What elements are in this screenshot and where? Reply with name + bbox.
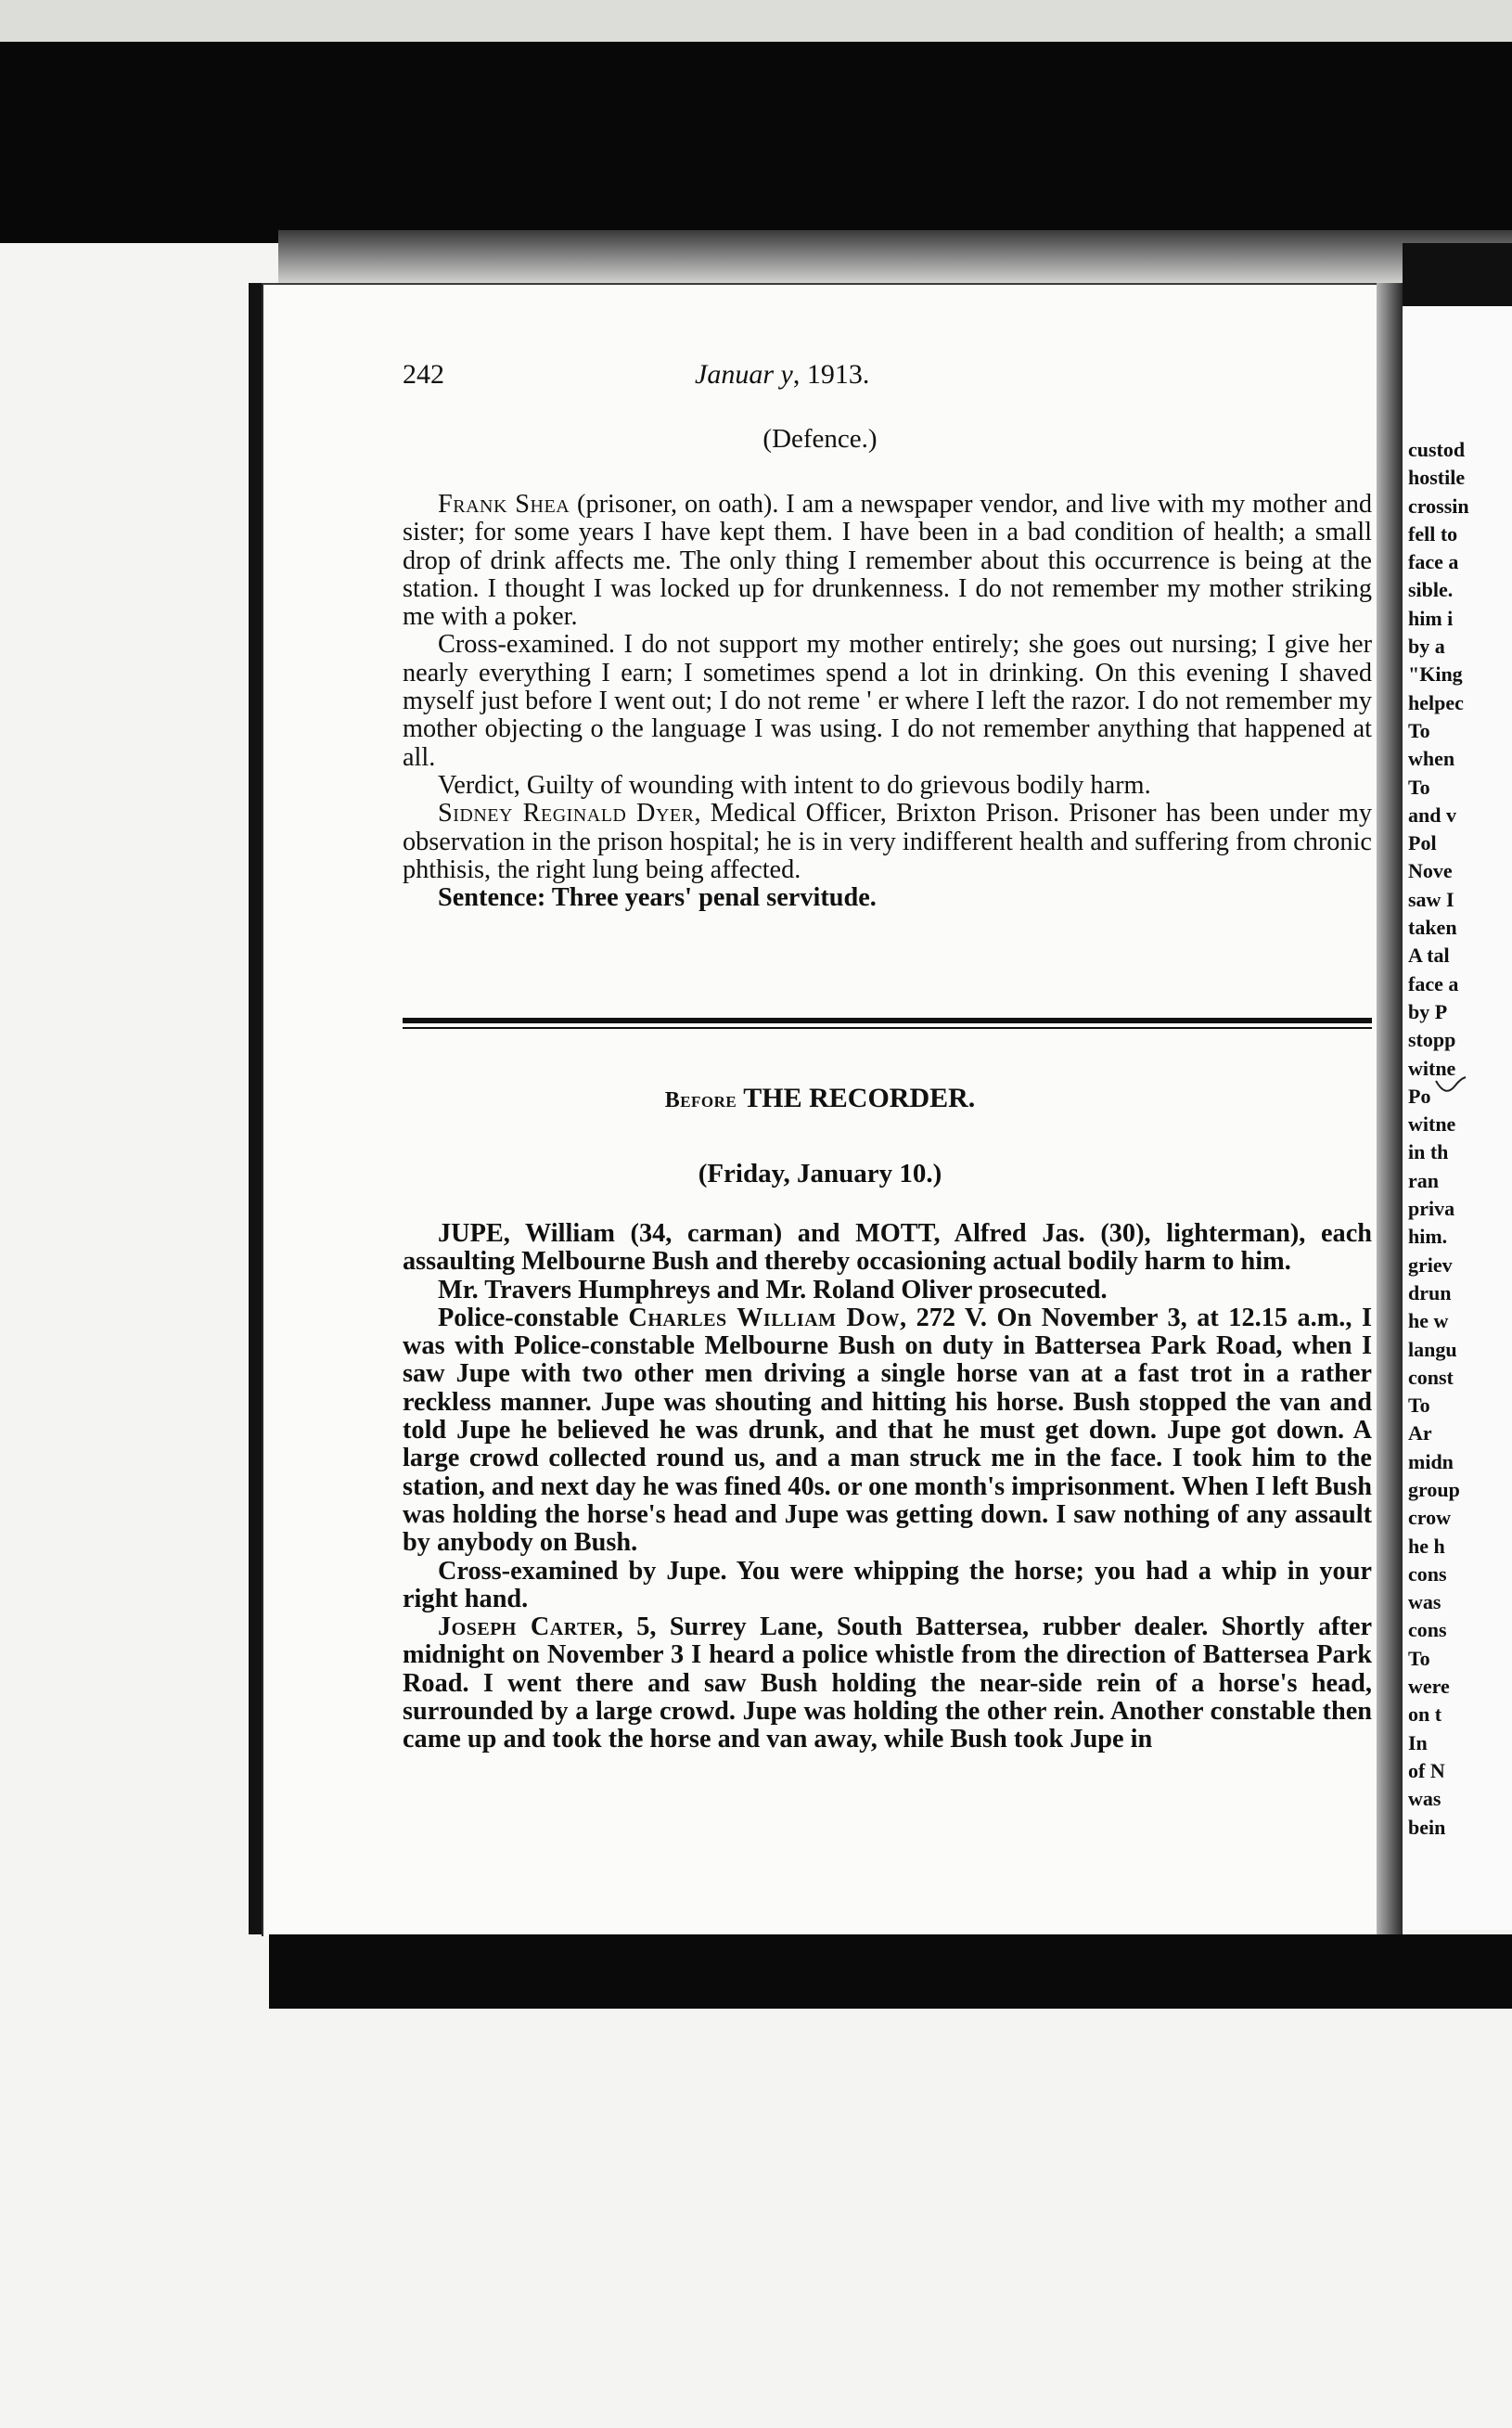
next-page-line: witne bbox=[1408, 1056, 1456, 1080]
next-page-column bbox=[1408, 436, 1512, 1842]
next-page-line: him. bbox=[1408, 1225, 1448, 1249]
ink-mark-icon bbox=[1432, 1073, 1469, 1101]
next-page-line: crow bbox=[1408, 1506, 1452, 1530]
right-dark-band bbox=[1403, 243, 1512, 308]
next-page-line: by P bbox=[1408, 999, 1448, 1023]
next-page-line: saw I bbox=[1408, 887, 1454, 911]
next-page-line: stopp bbox=[1408, 1028, 1456, 1052]
running-head bbox=[695, 359, 869, 391]
section-rule-thick bbox=[403, 1018, 1372, 1023]
paragraph-text: , Medical Officer, Brixton Prison. Prisoner has been under my observation in the prison hospital; he is in very indifferent health and suffering from chronic phthisis, the right lung being affected. bbox=[403, 799, 1372, 884]
next-page-line: helpec bbox=[1408, 690, 1464, 714]
next-page-line: face a bbox=[1408, 971, 1459, 996]
running-head-month: Januar y bbox=[695, 359, 793, 390]
next-page-line: drun bbox=[1408, 1280, 1452, 1304]
bottom-dark-band bbox=[269, 1934, 1512, 2009]
page-gutter-shadow bbox=[1375, 283, 1403, 1934]
next-page-line: he w bbox=[1408, 1309, 1449, 1333]
running-head-year: , 1913. bbox=[792, 359, 870, 390]
next-page-line: Pol bbox=[1408, 831, 1437, 855]
next-page-fragment bbox=[1403, 306, 1512, 1930]
next-page-line: midn bbox=[1408, 1449, 1454, 1473]
next-page-line: Nove bbox=[1408, 859, 1453, 883]
top-light-strip bbox=[0, 0, 1512, 42]
next-page-line: Po bbox=[1408, 1084, 1431, 1108]
court-heading bbox=[263, 1083, 1377, 1114]
defence-testimony bbox=[403, 491, 1372, 912]
witness-name: Sidney Reginald Dyer bbox=[438, 799, 695, 829]
next-page-line: "King bbox=[1408, 662, 1463, 687]
next-page-line: Ar bbox=[1408, 1421, 1432, 1445]
next-page-line: was bbox=[1408, 1590, 1442, 1614]
paragraph bbox=[403, 800, 1372, 884]
next-page-line: To bbox=[1408, 1646, 1430, 1670]
next-page-line: witne bbox=[1408, 1112, 1456, 1137]
witness-name: Frank Shea bbox=[438, 490, 570, 519]
witness-name: Charles William Dow bbox=[628, 1303, 900, 1332]
next-page-line: To bbox=[1408, 775, 1430, 799]
next-page-line: and v bbox=[1408, 803, 1456, 827]
case-testimony bbox=[403, 1220, 1372, 1754]
next-page-line: face a bbox=[1408, 550, 1459, 574]
paragraph bbox=[403, 1613, 1372, 1754]
next-page-line: cons bbox=[1408, 1618, 1447, 1642]
page-header bbox=[403, 359, 1284, 396]
sentence: Sentence: Three years' penal servitude. bbox=[438, 883, 877, 913]
next-page-line: on t bbox=[1408, 1702, 1442, 1727]
paragraph bbox=[403, 1304, 1372, 1558]
next-page-line: custod bbox=[1408, 438, 1466, 461]
next-page-line: In bbox=[1408, 1730, 1428, 1754]
next-page-line: hostile bbox=[1408, 466, 1466, 490]
scan-smear bbox=[278, 230, 1512, 286]
next-page-line: was bbox=[1408, 1787, 1442, 1811]
next-page-line: fell to bbox=[1408, 521, 1458, 546]
counsel: Mr. Travers Humphreys and Mr. Roland Oliver prosecuted. bbox=[438, 1275, 1108, 1304]
book-page bbox=[262, 283, 1377, 1936]
page-number: 242 bbox=[403, 359, 444, 390]
next-page-line: he h bbox=[1408, 1534, 1445, 1558]
paragraph-lead: Police-constable bbox=[438, 1303, 629, 1332]
court-recorder: THE RECORDER. bbox=[743, 1083, 976, 1113]
paragraph bbox=[403, 491, 1372, 631]
court-before: Before bbox=[664, 1088, 737, 1112]
paragraph: Cross-examined. I do not support my mother entirely; she goes out nursing; I give her nearly everything I earn; I sometimes spend a lot in drinking. On this evening I shaved myself just before I went out; I do not reme ' er where I left the razor. I do not remember my mother objecting o the language I was using. I do not remember anything that happened at all. bbox=[403, 630, 1372, 772]
next-page-line: by a bbox=[1408, 635, 1445, 659]
next-page-line: To bbox=[1408, 718, 1430, 742]
next-page-line: group bbox=[1408, 1477, 1460, 1501]
next-page-line: griev bbox=[1408, 1253, 1453, 1277]
paragraph-text: (prisoner, on oath). I am a newspaper vendor, and live with my mother and sister; for some years I have kept them. I have been in a bad condition of health; a small drop of drink affects me. The only thing I remember about this occurrence is being at the station. I thought I was locked up for drunkenness. I do not remember my mother striking me with a poker. bbox=[403, 490, 1372, 632]
next-page-line: him i bbox=[1408, 606, 1454, 630]
next-page-line: langu bbox=[1408, 1337, 1457, 1361]
section-note: (Defence.) bbox=[762, 424, 878, 454]
page-left-edge bbox=[249, 283, 262, 1934]
next-page-line: sible. bbox=[1408, 578, 1454, 602]
next-page-line: To bbox=[1408, 1394, 1430, 1418]
next-page-line: when bbox=[1408, 747, 1455, 771]
paragraph: Cross-examined by Jupe. You were whipping the horse; you had a whip in your right hand. bbox=[403, 1556, 1372, 1613]
next-page-line: priva bbox=[1408, 1197, 1455, 1221]
session-date: (Friday, January 10.) bbox=[698, 1159, 942, 1188]
next-page-line: in th bbox=[1408, 1140, 1449, 1164]
section-rule-thin bbox=[403, 1027, 1372, 1029]
paragraph-text: , 272 V. On November 3, at 12.15 a.m., I was with Police-constable Melbourne Bush on duty in Battersea Park Road, when I saw Jupe with two other men driving a single horse van at a fast trot in a rather reckless manner. Jupe was shouting and hitting his horse. Bush stopped the van and told Jupe he believed he was drunk, and that he must get down. Jupe got down. A large crowd collected round us, and a man struck me in the face. I took him to the station, and next day he was fined 40s. or one month's imprisonment. When I left Bush was holding the horse's head and Jupe was getting down. I saw nothing of any assault by anybody on Bush. bbox=[403, 1303, 1372, 1558]
next-page-line: const bbox=[1408, 1365, 1454, 1389]
next-page-line: ran bbox=[1408, 1168, 1439, 1192]
witness-name: Joseph Carter bbox=[438, 1612, 617, 1642]
next-page-line: of N bbox=[1408, 1758, 1445, 1782]
next-page-line: crossin bbox=[1408, 494, 1469, 518]
next-page-line: A tal bbox=[1408, 944, 1450, 968]
verdict: Verdict, Guilty of wounding with intent to do grievous bodily harm. bbox=[438, 770, 1151, 800]
next-page-line: cons bbox=[1408, 1561, 1447, 1586]
paragraph-text: , 5, Surrey Lane, South Battersea, rubber dealer. Shortly after midnight on November 3 I heard a police whistle from the direction of Battersea Park Road. I went there and saw Bush holding the near-side rein of a horse's head, surrounded by a large crowd. Jupe was holding the other rein. Another constable then came up and took the horse and van away, while Bush took Jupe in bbox=[403, 1612, 1372, 1754]
next-page-line: were bbox=[1408, 1675, 1450, 1699]
case-title: JUPE, William (34, carman) and MOTT, Alfred Jas. (30), lighterman), each assaulting Melbourne Bush and thereby occasioning actual bodily harm to him. bbox=[403, 1219, 1372, 1277]
next-page-line: bein bbox=[1408, 1815, 1446, 1839]
next-page-line: taken bbox=[1408, 916, 1457, 940]
